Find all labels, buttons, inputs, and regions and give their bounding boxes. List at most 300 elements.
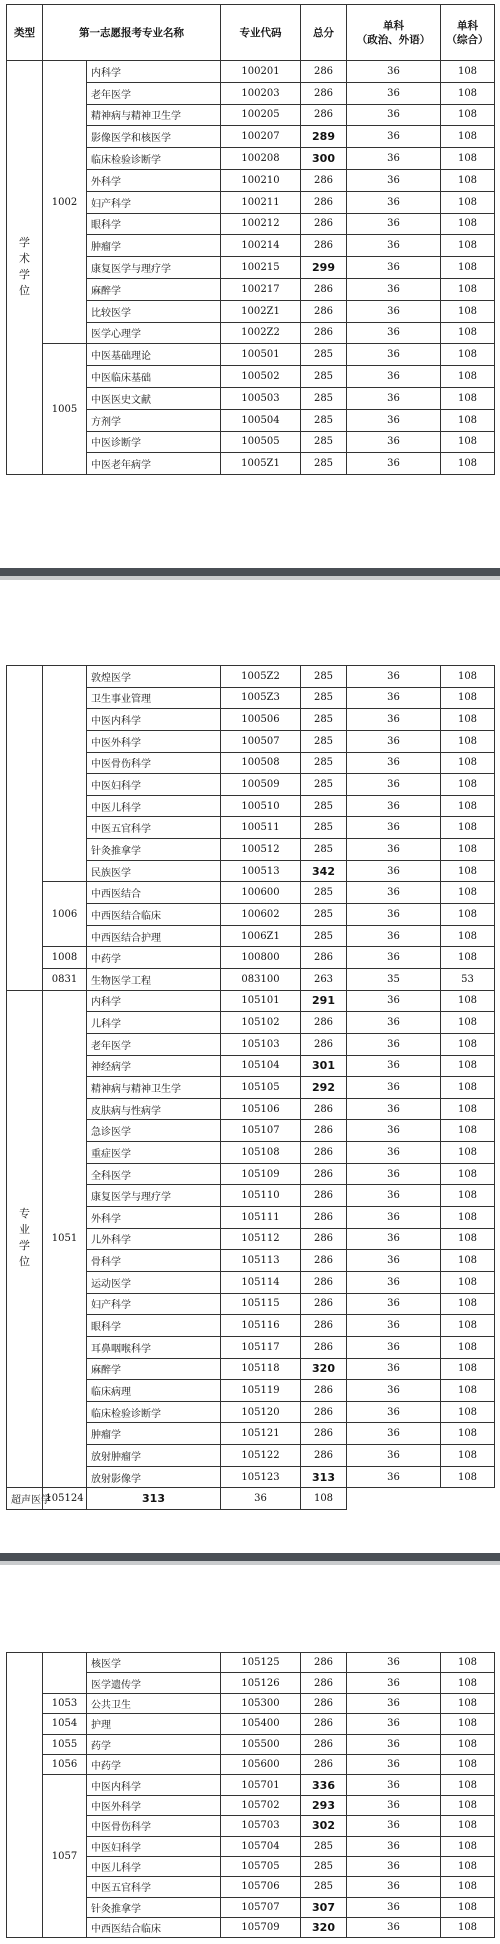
single-politics-language-cell: 36 [347, 1897, 441, 1917]
major-name-cell: 中医五官科学 [87, 1877, 221, 1897]
major-name-cell: 眼科学 [87, 213, 221, 235]
single-comprehensive-cell: 108 [441, 925, 495, 947]
single-politics-language-cell: 36 [347, 1714, 441, 1734]
total-score-cell: 286 [301, 1714, 347, 1734]
single-politics-language-cell: 35 [347, 968, 441, 990]
single-comprehensive-cell: 108 [441, 409, 495, 431]
major-code-cell: 105117 [221, 1336, 301, 1358]
major-code-cell: 100207 [221, 126, 301, 148]
single-comprehensive-cell: 108 [441, 453, 495, 475]
single-politics-language-cell: 36 [347, 1856, 441, 1876]
total-score-cell: 285 [301, 387, 347, 409]
major-name-cell: 肿瘤学 [87, 235, 221, 257]
single-comprehensive-cell: 108 [441, 666, 495, 688]
major-code-cell: 105702 [221, 1795, 301, 1815]
total-score-cell: 285 [301, 925, 347, 947]
major-name-cell: 超声医学 [7, 1488, 43, 1510]
page-divider [0, 1553, 500, 1561]
total-score-cell: 285 [301, 839, 347, 861]
major-name-cell: 中医基础理论 [87, 344, 221, 366]
total-score-cell: 286 [301, 1163, 347, 1185]
major-code-cell: 105109 [221, 1163, 301, 1185]
single-comprehensive-cell: 108 [441, 1775, 495, 1795]
total-score-cell: 286 [301, 1250, 347, 1272]
score-table-part-1 [6, 4, 495, 475]
single-politics-language-cell: 36 [347, 1271, 441, 1293]
single-comprehensive-cell: 108 [441, 366, 495, 388]
single-comprehensive-cell: 108 [441, 213, 495, 235]
major-name-cell: 中医儿科学 [87, 795, 221, 817]
major-code-cell: 1005Z1 [221, 453, 301, 475]
total-score-cell: 286 [301, 1185, 347, 1207]
discipline-code-cell: 1057 [43, 1775, 87, 1938]
single-politics-language-cell: 36 [347, 409, 441, 431]
single-comprehensive-cell: 108 [441, 1734, 495, 1754]
major-code-cell: 105123 [221, 1466, 301, 1488]
major-name-cell: 麻醉学 [87, 278, 221, 300]
single-comprehensive-cell: 108 [441, 1445, 495, 1467]
score-table-part-3 [6, 1652, 495, 1938]
table-row [7, 1734, 495, 1754]
major-code-cell: 100212 [221, 213, 301, 235]
table-row [7, 1653, 495, 1673]
major-code-cell: 100502 [221, 366, 301, 388]
major-name-cell: 中西医结合临床 [87, 904, 221, 926]
total-score-cell: 291 [301, 990, 347, 1012]
total-score-cell: 302 [301, 1816, 347, 1836]
single-politics-language-cell: 36 [347, 1693, 441, 1713]
table-row [7, 344, 495, 366]
header-code: 专业代码 [221, 5, 301, 61]
single-politics-language-cell: 36 [347, 213, 441, 235]
major-code-cell: 100509 [221, 774, 301, 796]
major-code-cell: 105121 [221, 1423, 301, 1445]
total-score-cell: 313 [301, 1466, 347, 1488]
single-comprehensive-cell: 108 [441, 1315, 495, 1337]
total-score-cell: 286 [301, 322, 347, 344]
total-score-cell: 286 [301, 191, 347, 213]
single-politics-language-cell: 36 [347, 1315, 441, 1337]
single-comprehensive-cell: 108 [441, 387, 495, 409]
major-name-cell: 康复医学与理疗学 [87, 257, 221, 279]
single-comprehensive-cell: 108 [441, 1358, 495, 1380]
single-politics-language-cell: 36 [347, 882, 441, 904]
major-code-cell: 105500 [221, 1734, 301, 1754]
single-comprehensive-cell: 108 [441, 1185, 495, 1207]
major-name-cell: 肿瘤学 [87, 1423, 221, 1445]
major-code-cell: 100512 [221, 839, 301, 861]
major-name-cell: 妇产科学 [87, 191, 221, 213]
major-name-cell: 中西医结合临床 [87, 1918, 221, 1938]
single-comprehensive-cell: 108 [441, 1714, 495, 1734]
single-politics-language-cell: 36 [347, 1207, 441, 1229]
major-code-cell: 100504 [221, 409, 301, 431]
major-code-cell: 100501 [221, 344, 301, 366]
single-politics-language-cell: 36 [347, 191, 441, 213]
major-name-cell: 民族医学 [87, 860, 221, 882]
single-politics-language-cell: 36 [347, 1120, 441, 1142]
discipline-code-cell: 1002 [43, 61, 87, 344]
total-score-cell: 286 [301, 104, 347, 126]
major-code-cell: 105105 [221, 1077, 301, 1099]
major-code-cell: 105704 [221, 1836, 301, 1856]
major-code-cell: 100510 [221, 795, 301, 817]
header-name: 第一志愿报考专业名称 [43, 5, 221, 61]
major-code-cell: 105107 [221, 1120, 301, 1142]
major-name-cell: 临床病理 [87, 1380, 221, 1402]
major-code-cell: 105102 [221, 1012, 301, 1034]
single-comprehensive-cell: 108 [441, 1423, 495, 1445]
major-code-cell: 105103 [221, 1033, 301, 1055]
single-comprehensive-cell: 108 [441, 904, 495, 926]
total-score-cell: 286 [301, 1033, 347, 1055]
single-politics-language-cell: 36 [347, 322, 441, 344]
total-score-cell: 285 [301, 774, 347, 796]
single-politics-language-cell: 36 [347, 126, 441, 148]
total-score-cell: 285 [301, 709, 347, 731]
major-code-cell: 105600 [221, 1754, 301, 1774]
major-code-cell: 105300 [221, 1693, 301, 1713]
major-code-cell: 105111 [221, 1207, 301, 1229]
major-name-cell: 中医内科学 [87, 709, 221, 731]
major-name-cell: 儿科学 [87, 1012, 221, 1034]
total-score-cell: 285 [301, 904, 347, 926]
total-score-cell: 342 [301, 860, 347, 882]
major-code-cell: 105701 [221, 1775, 301, 1795]
single-comprehensive-cell: 108 [441, 1163, 495, 1185]
single-comprehensive-cell: 108 [441, 1897, 495, 1917]
major-code-cell: 1002Z1 [221, 300, 301, 322]
total-score-cell: 286 [301, 1673, 347, 1693]
single-comprehensive-cell: 108 [441, 860, 495, 882]
major-code-cell: 105706 [221, 1877, 301, 1897]
single-comprehensive-cell: 108 [441, 104, 495, 126]
single-comprehensive-cell: 108 [441, 1754, 495, 1774]
single-politics-language-cell: 36 [347, 687, 441, 709]
total-score-cell: 299 [301, 257, 347, 279]
table-row [7, 882, 495, 904]
total-score-cell: 286 [301, 1315, 347, 1337]
discipline-code-cell: 1006 [43, 882, 87, 947]
major-name-cell: 精神病与精神卫生学 [87, 104, 221, 126]
major-name-cell: 方剂学 [87, 409, 221, 431]
single-politics-language-cell: 36 [347, 235, 441, 257]
major-code-cell: 105703 [221, 1816, 301, 1836]
total-score-cell: 286 [301, 1693, 347, 1713]
major-name-cell: 中医老年病学 [87, 453, 221, 475]
total-score-cell: 293 [301, 1795, 347, 1815]
table-row [7, 666, 495, 688]
total-score-cell: 286 [301, 1120, 347, 1142]
major-code-cell: 1005Z3 [221, 687, 301, 709]
major-name-cell: 皮肤病与性病学 [87, 1098, 221, 1120]
single-comprehensive-cell: 108 [441, 1271, 495, 1293]
single-comprehensive-cell: 108 [441, 61, 495, 83]
major-name-cell: 中医妇科学 [87, 1836, 221, 1856]
discipline-code-cell: 1056 [43, 1754, 87, 1774]
single-politics-language-cell: 36 [347, 709, 441, 731]
single-politics-language-cell: 36 [347, 904, 441, 926]
major-code-cell: 105705 [221, 1856, 301, 1876]
discipline-code-cell: 1051 [43, 990, 87, 1488]
discipline-code-cell: 0831 [43, 968, 87, 990]
major-name-cell: 针灸推拿学 [87, 839, 221, 861]
table-row [7, 1714, 495, 1734]
single-politics-language-cell: 36 [347, 1877, 441, 1897]
major-name-cell: 中医五官科学 [87, 817, 221, 839]
single-comprehensive-cell: 108 [441, 169, 495, 191]
single-politics-language-cell: 36 [347, 1336, 441, 1358]
major-name-cell: 药学 [87, 1734, 221, 1754]
major-name-cell: 外科学 [87, 169, 221, 191]
major-name-cell: 护理 [87, 1714, 221, 1734]
total-score-cell: 286 [301, 947, 347, 969]
table-row [7, 1693, 495, 1713]
major-code-cell: 100210 [221, 169, 301, 191]
single-comprehensive-cell: 108 [441, 1033, 495, 1055]
total-score-cell: 285 [301, 409, 347, 431]
total-score-cell: 336 [301, 1775, 347, 1795]
major-name-cell: 中医临床基础 [87, 366, 221, 388]
major-name-cell: 内科学 [87, 61, 221, 83]
single-comprehensive-cell: 108 [441, 1142, 495, 1164]
single-politics-language-cell: 36 [347, 774, 441, 796]
total-score-cell: 285 [301, 344, 347, 366]
single-comprehensive-cell: 108 [441, 235, 495, 257]
single-politics-language-cell: 36 [347, 453, 441, 475]
major-name-cell: 老年医学 [87, 1033, 221, 1055]
major-name-cell: 临床检验诊断学 [87, 1401, 221, 1423]
single-comprehensive-cell: 108 [441, 1856, 495, 1876]
discipline-code-cell: 1005 [43, 344, 87, 475]
degree-type-cell [7, 1653, 43, 1938]
major-code-cell: 105101 [221, 990, 301, 1012]
single-politics-language-cell: 36 [347, 1033, 441, 1055]
single-comprehensive-cell: 108 [441, 1012, 495, 1034]
total-score-cell: 286 [301, 278, 347, 300]
single-comprehensive-cell: 108 [441, 882, 495, 904]
single-politics-language-cell: 36 [347, 61, 441, 83]
major-code-cell: 100217 [221, 278, 301, 300]
major-name-cell: 运动医学 [87, 1271, 221, 1293]
major-name-cell: 儿外科学 [87, 1228, 221, 1250]
single-comprehensive-cell: 108 [441, 1250, 495, 1272]
total-score-cell: 286 [301, 1228, 347, 1250]
total-score-cell: 285 [301, 795, 347, 817]
total-score-cell: 286 [301, 1336, 347, 1358]
major-name-cell: 全科医学 [87, 1163, 221, 1185]
single-politics-language-cell: 36 [347, 1185, 441, 1207]
table-row [7, 1754, 495, 1774]
major-name-cell: 中医妇科学 [87, 774, 221, 796]
degree-type-cell [7, 61, 43, 475]
total-score-cell: 285 [301, 687, 347, 709]
major-code-cell: 083100 [221, 968, 301, 990]
total-score-cell: 286 [301, 1754, 347, 1774]
single-comprehensive-cell: 108 [441, 278, 495, 300]
degree-type-label: 学术学位 [19, 236, 30, 298]
single-comprehensive-cell: 108 [441, 1466, 495, 1488]
single-politics-language-cell: 36 [347, 990, 441, 1012]
total-score-cell: 285 [301, 817, 347, 839]
header-single-comprehensive: 单科 （综合） [441, 5, 495, 61]
major-code-cell: 105104 [221, 1055, 301, 1077]
total-score-cell: 289 [301, 126, 347, 148]
total-score-cell: 286 [301, 1098, 347, 1120]
single-politics-language-cell: 36 [347, 925, 441, 947]
major-name-cell: 针灸推拿学 [87, 1897, 221, 1917]
single-politics-language-cell: 36 [347, 1775, 441, 1795]
single-politics-language-cell: 36 [347, 1673, 441, 1693]
major-name-cell: 康复医学与理疗学 [87, 1185, 221, 1207]
major-name-cell: 中药学 [87, 1754, 221, 1774]
single-politics-language-cell: 36 [347, 1754, 441, 1774]
single-comprehensive-cell: 108 [441, 774, 495, 796]
major-name-cell: 影像医学和核医学 [87, 126, 221, 148]
single-comprehensive-cell: 108 [441, 1816, 495, 1836]
single-politics-language-cell: 36 [347, 387, 441, 409]
single-comprehensive-cell: 108 [441, 1877, 495, 1897]
total-score-cell: 286 [301, 169, 347, 191]
single-politics-language-cell: 36 [347, 366, 441, 388]
major-code-cell: 100505 [221, 431, 301, 453]
single-comprehensive-cell: 108 [441, 1918, 495, 1938]
major-code-cell: 105112 [221, 1228, 301, 1250]
single-politics-language-cell: 36 [347, 839, 441, 861]
single-comprehensive-cell: 108 [441, 322, 495, 344]
major-code-cell: 105400 [221, 1714, 301, 1734]
major-code-cell: 100800 [221, 947, 301, 969]
single-comprehensive-cell: 108 [441, 817, 495, 839]
major-name-cell: 眼科学 [87, 1315, 221, 1337]
major-name-cell: 卫生事业管理 [87, 687, 221, 709]
total-score-cell: 286 [301, 1380, 347, 1402]
major-code-cell: 105114 [221, 1271, 301, 1293]
discipline-code-cell: 1008 [43, 947, 87, 969]
total-score-cell: 286 [301, 61, 347, 83]
total-score-cell: 286 [301, 300, 347, 322]
single-comprehensive-cell: 108 [441, 795, 495, 817]
major-name-cell: 中药学 [87, 947, 221, 969]
major-code-cell: 105126 [221, 1673, 301, 1693]
major-name-cell: 比较医学 [87, 300, 221, 322]
single-politics-language-cell: 36 [347, 1055, 441, 1077]
major-code-cell: 100214 [221, 235, 301, 257]
single-comprehensive-cell: 108 [441, 1380, 495, 1402]
single-politics-language-cell: 36 [347, 1163, 441, 1185]
major-code-cell: 100513 [221, 860, 301, 882]
major-name-cell: 老年医学 [87, 82, 221, 104]
major-code-cell: 105116 [221, 1315, 301, 1337]
single-politics-language-cell: 36 [347, 1380, 441, 1402]
discipline-code-cell [43, 1653, 87, 1694]
major-code-cell: 105122 [221, 1445, 301, 1467]
single-politics-language-cell: 36 [347, 169, 441, 191]
total-score-cell: 286 [301, 1653, 347, 1673]
single-comprehensive-cell: 108 [441, 344, 495, 366]
single-comprehensive-cell: 108 [441, 1293, 495, 1315]
table-row [7, 990, 495, 1012]
major-name-cell: 中西医结合护理 [87, 925, 221, 947]
single-politics-language-cell: 36 [347, 860, 441, 882]
single-politics-language-cell: 36 [347, 1795, 441, 1815]
major-code-cell: 105709 [221, 1918, 301, 1938]
major-name-cell: 中医诊断学 [87, 431, 221, 453]
major-name-cell: 内科学 [87, 990, 221, 1012]
header-type: 类型 [7, 5, 43, 61]
single-comprehensive-cell: 108 [441, 257, 495, 279]
major-name-cell: 中医骨伤科学 [87, 752, 221, 774]
single-comprehensive-cell: 108 [441, 1336, 495, 1358]
major-name-cell: 中医外科学 [87, 730, 221, 752]
single-comprehensive-cell: 108 [441, 730, 495, 752]
single-comprehensive-cell: 108 [441, 126, 495, 148]
single-comprehensive-cell: 108 [441, 752, 495, 774]
major-name-cell: 神经病学 [87, 1055, 221, 1077]
major-code-cell: 105113 [221, 1250, 301, 1272]
single-politics-language-cell: 36 [347, 148, 441, 170]
single-politics-language-cell: 36 [347, 1250, 441, 1272]
major-name-cell: 中医内科学 [87, 1775, 221, 1795]
single-politics-language-cell: 36 [347, 795, 441, 817]
table-row [7, 947, 495, 969]
major-name-cell: 重症医学 [87, 1142, 221, 1164]
major-code-cell: 100508 [221, 752, 301, 774]
major-code-cell: 100600 [221, 882, 301, 904]
total-score-cell: 286 [301, 1293, 347, 1315]
total-score-cell: 320 [301, 1918, 347, 1938]
single-politics-language-cell: 36 [347, 1734, 441, 1754]
single-comprehensive-cell: 108 [441, 191, 495, 213]
single-politics-language-cell: 36 [347, 1836, 441, 1856]
total-score-cell: 285 [301, 882, 347, 904]
total-score-cell: 286 [301, 1445, 347, 1467]
total-score-cell: 286 [301, 235, 347, 257]
score-table-part-2 [6, 665, 495, 1510]
single-politics-language-cell: 36 [347, 1358, 441, 1380]
major-code-cell: 100208 [221, 148, 301, 170]
single-politics-language-cell: 36 [347, 817, 441, 839]
total-score-cell: 292 [301, 1077, 347, 1099]
single-comprehensive-cell: 108 [441, 1795, 495, 1815]
single-politics-language-cell: 36 [347, 104, 441, 126]
major-name-cell: 放射肿瘤学 [87, 1445, 221, 1467]
total-score-cell: 285 [301, 730, 347, 752]
major-name-cell: 医学遗传学 [87, 1673, 221, 1693]
total-score-cell: 286 [301, 213, 347, 235]
degree-type-cell [7, 666, 43, 991]
major-code-cell: 1002Z2 [221, 322, 301, 344]
major-code-cell: 105106 [221, 1098, 301, 1120]
degree-type-cell [7, 990, 43, 1488]
single-comprehensive-cell: 108 [441, 839, 495, 861]
total-score-cell: 285 [301, 666, 347, 688]
major-name-cell: 放射影像学 [87, 1466, 221, 1488]
single-comprehensive-cell: 108 [441, 1228, 495, 1250]
major-name-cell: 核医学 [87, 1653, 221, 1673]
single-politics-language-cell: 36 [347, 666, 441, 688]
single-comprehensive-cell: 108 [301, 1488, 347, 1510]
major-code-cell: 105118 [221, 1358, 301, 1380]
major-name-cell: 骨科学 [87, 1250, 221, 1272]
total-score-cell: 286 [301, 1423, 347, 1445]
major-code-cell: 100506 [221, 709, 301, 731]
major-name-cell: 外科学 [87, 1207, 221, 1229]
single-politics-language-cell: 36 [347, 730, 441, 752]
total-score-cell: 286 [301, 82, 347, 104]
single-politics-language-cell: 36 [347, 1423, 441, 1445]
major-code-cell: 105124 [43, 1488, 87, 1510]
